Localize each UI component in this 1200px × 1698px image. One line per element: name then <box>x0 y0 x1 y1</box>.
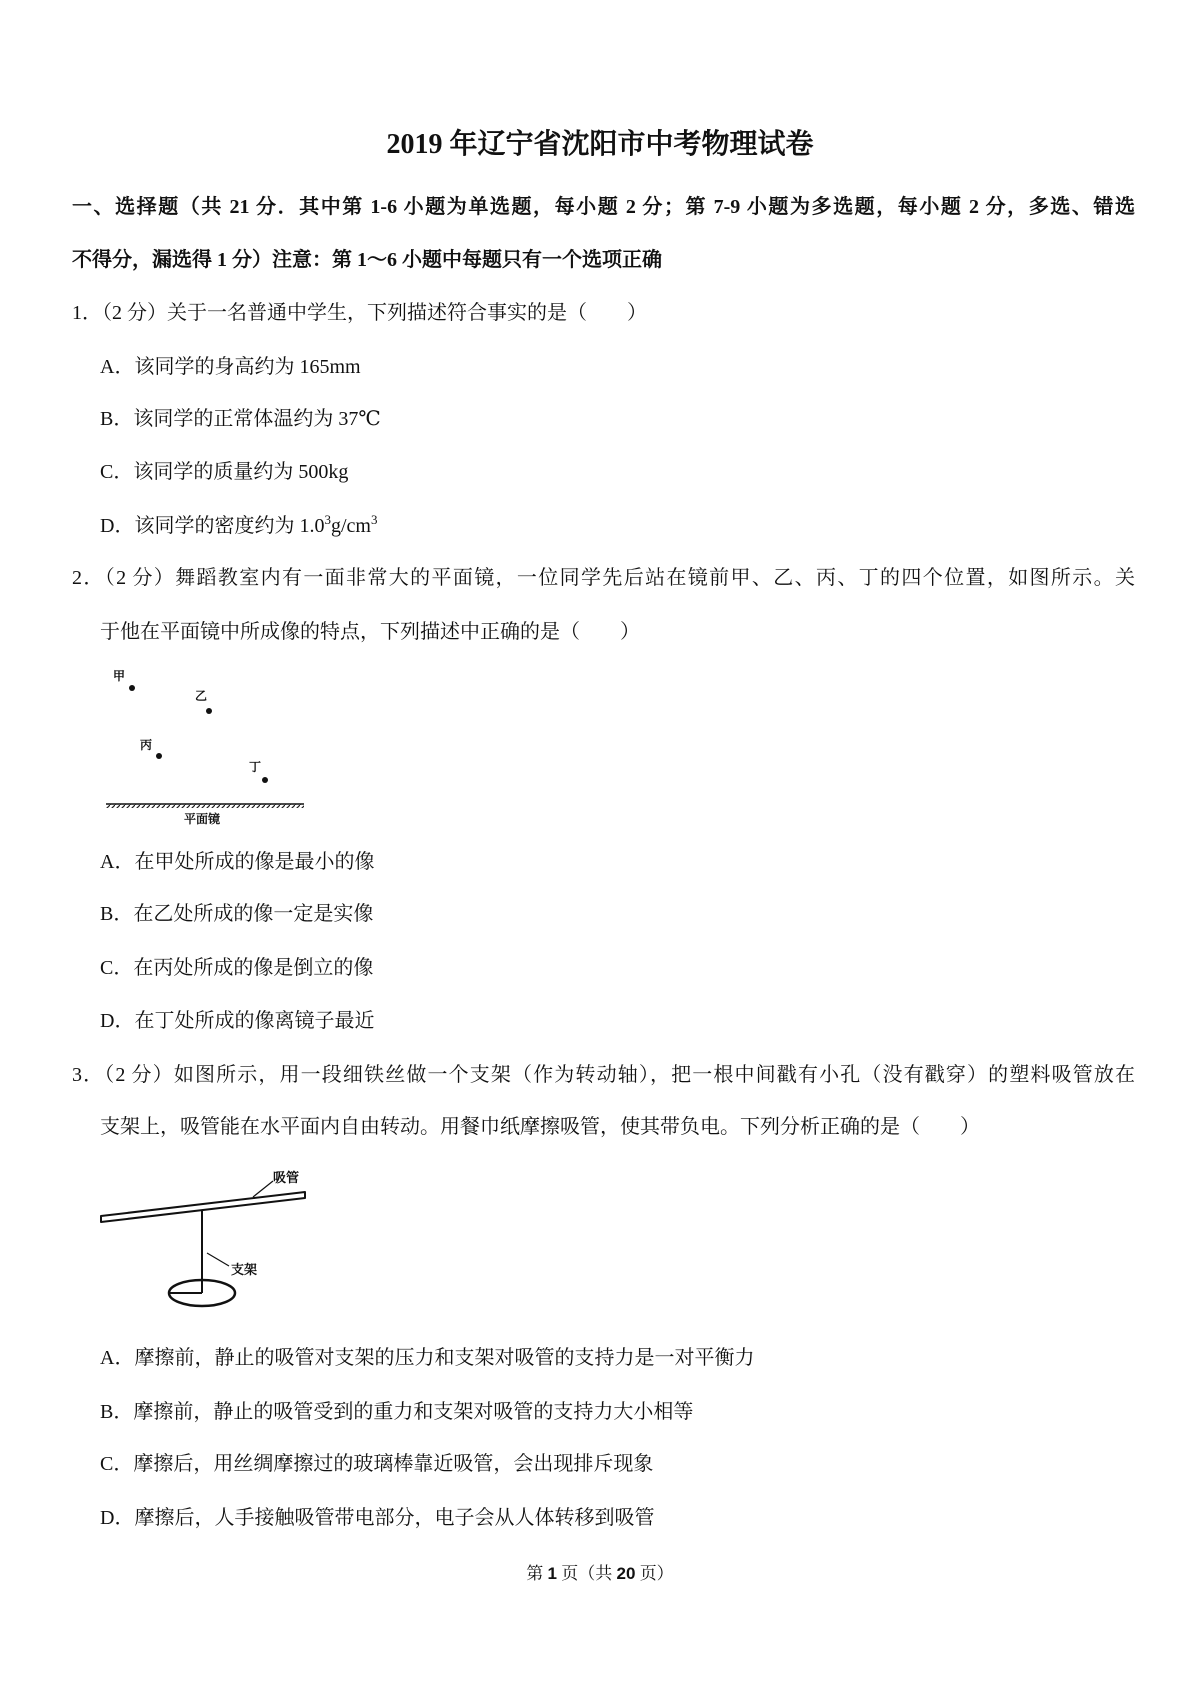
density-exponent: 3 <box>324 512 331 527</box>
position-label-jia: 甲 <box>113 669 126 683</box>
question-3-stem-line-2: 支架上，吸管能在水平面内自由转动。用餐巾纸摩擦吸管，使其带负电。下列分析正确的是（ ） <box>100 1116 980 1138</box>
question-2-stem-line-1: 2．（2 分）舞蹈教室内有一面非常大的平面镜，一位同学先后站在镜前甲、乙、丙、丁的四个位置，如图所示。关 <box>72 567 1135 589</box>
stand-leader-line <box>207 1253 229 1266</box>
page-footer <box>0 1562 1200 1586</box>
question-3-option-a: A．摩擦前，静止的吸管对支架的压力和支架对吸管的支持力是一对平衡力 <box>100 1347 755 1369</box>
mirror-label: 平面镜 <box>183 812 221 826</box>
question-1-option-a: A．该同学的身高约为 165mm <box>100 356 361 378</box>
question-1-option-c: C．该同学的质量约为 500kg <box>100 461 349 483</box>
question-2-option-d: D．在丁处所成的像离镜子最近 <box>100 1010 375 1032</box>
position-label-ding: 丁 <box>249 760 262 774</box>
straw-leader-line <box>253 1181 273 1197</box>
stand-label: 支架 <box>231 1262 258 1277</box>
section-heading-line-2: 不得分，漏选得 1 分）注意：第 1～6 小题中每题只有一个选项正确 <box>72 249 662 271</box>
mirror-hatching <box>106 804 304 808</box>
straw-stand-figure <box>95 1160 335 1312</box>
position-dot-ding <box>262 777 268 783</box>
section-heading-line-1: 一、选择题（共 21 分．其中第 1-6 小题为单选题，每小题 2 分；第 7-9 小题为多选题，每小题 2 分，多选、错选 <box>72 196 1135 218</box>
question-3-stem-line-1: 3．（2 分）如图所示，用一段细铁丝做一个支架（作为转动轴），把一根中间戳有小孔（没有戳穿）的塑料吸管放在 <box>72 1064 1135 1086</box>
question-2-stem-line-2: 于他在平面镜中所成像的特点，下列描述中正确的是（ ） <box>100 621 640 643</box>
position-dot-bing <box>156 753 162 759</box>
question-2-option-c: C．在丙处所成的像是倒立的像 <box>100 957 374 979</box>
question-2-option-b: B．在乙处所成的像一定是实像 <box>100 903 374 925</box>
position-dot-yi <box>206 708 212 714</box>
footer-middle: 页（共 <box>557 1564 617 1583</box>
unit-exponent: 3 <box>370 512 378 527</box>
question-2-option-a: A．在甲处所成的像是最小的像 <box>100 851 375 873</box>
position-label-yi: 乙 <box>195 689 208 703</box>
density-unit: g/cm <box>330 515 371 537</box>
position-label-bing: 丙 <box>140 738 153 752</box>
question-3-option-c: C．摩擦后，用丝绸摩擦过的玻璃棒靠近吸管，会出现排斥现象 <box>100 1453 654 1475</box>
footer-total-pages: 20 <box>616 1564 636 1583</box>
question-1-stem: 1．（2 分）关于一名普通中学生，下列描述符合事实的是（ ） <box>72 302 647 324</box>
footer-suffix: 页） <box>635 1564 674 1583</box>
mirror-position-figure <box>100 660 320 840</box>
option-d-text: D．该同学的密度约为 1.0 <box>100 515 325 537</box>
position-dot-jia <box>129 685 135 691</box>
question-3-option-b: B．摩擦前，静止的吸管受到的重力和支架对吸管的支持力大小相等 <box>100 1401 694 1423</box>
question-1-option-b: B．该同学的正常体温约为 37℃ <box>100 408 381 430</box>
footer-prefix: 第 <box>526 1564 548 1583</box>
document-title: 2019 年辽宁省沈阳市中考物理试卷 <box>386 129 814 160</box>
footer-page-number: 1 <box>547 1564 558 1583</box>
question-3-option-d: D．摩擦后，人手接触吸管带电部分，电子会从人体转移到吸管 <box>100 1507 655 1529</box>
question-1-option-d <box>100 512 377 540</box>
straw-label: 吸管 <box>273 1170 300 1185</box>
